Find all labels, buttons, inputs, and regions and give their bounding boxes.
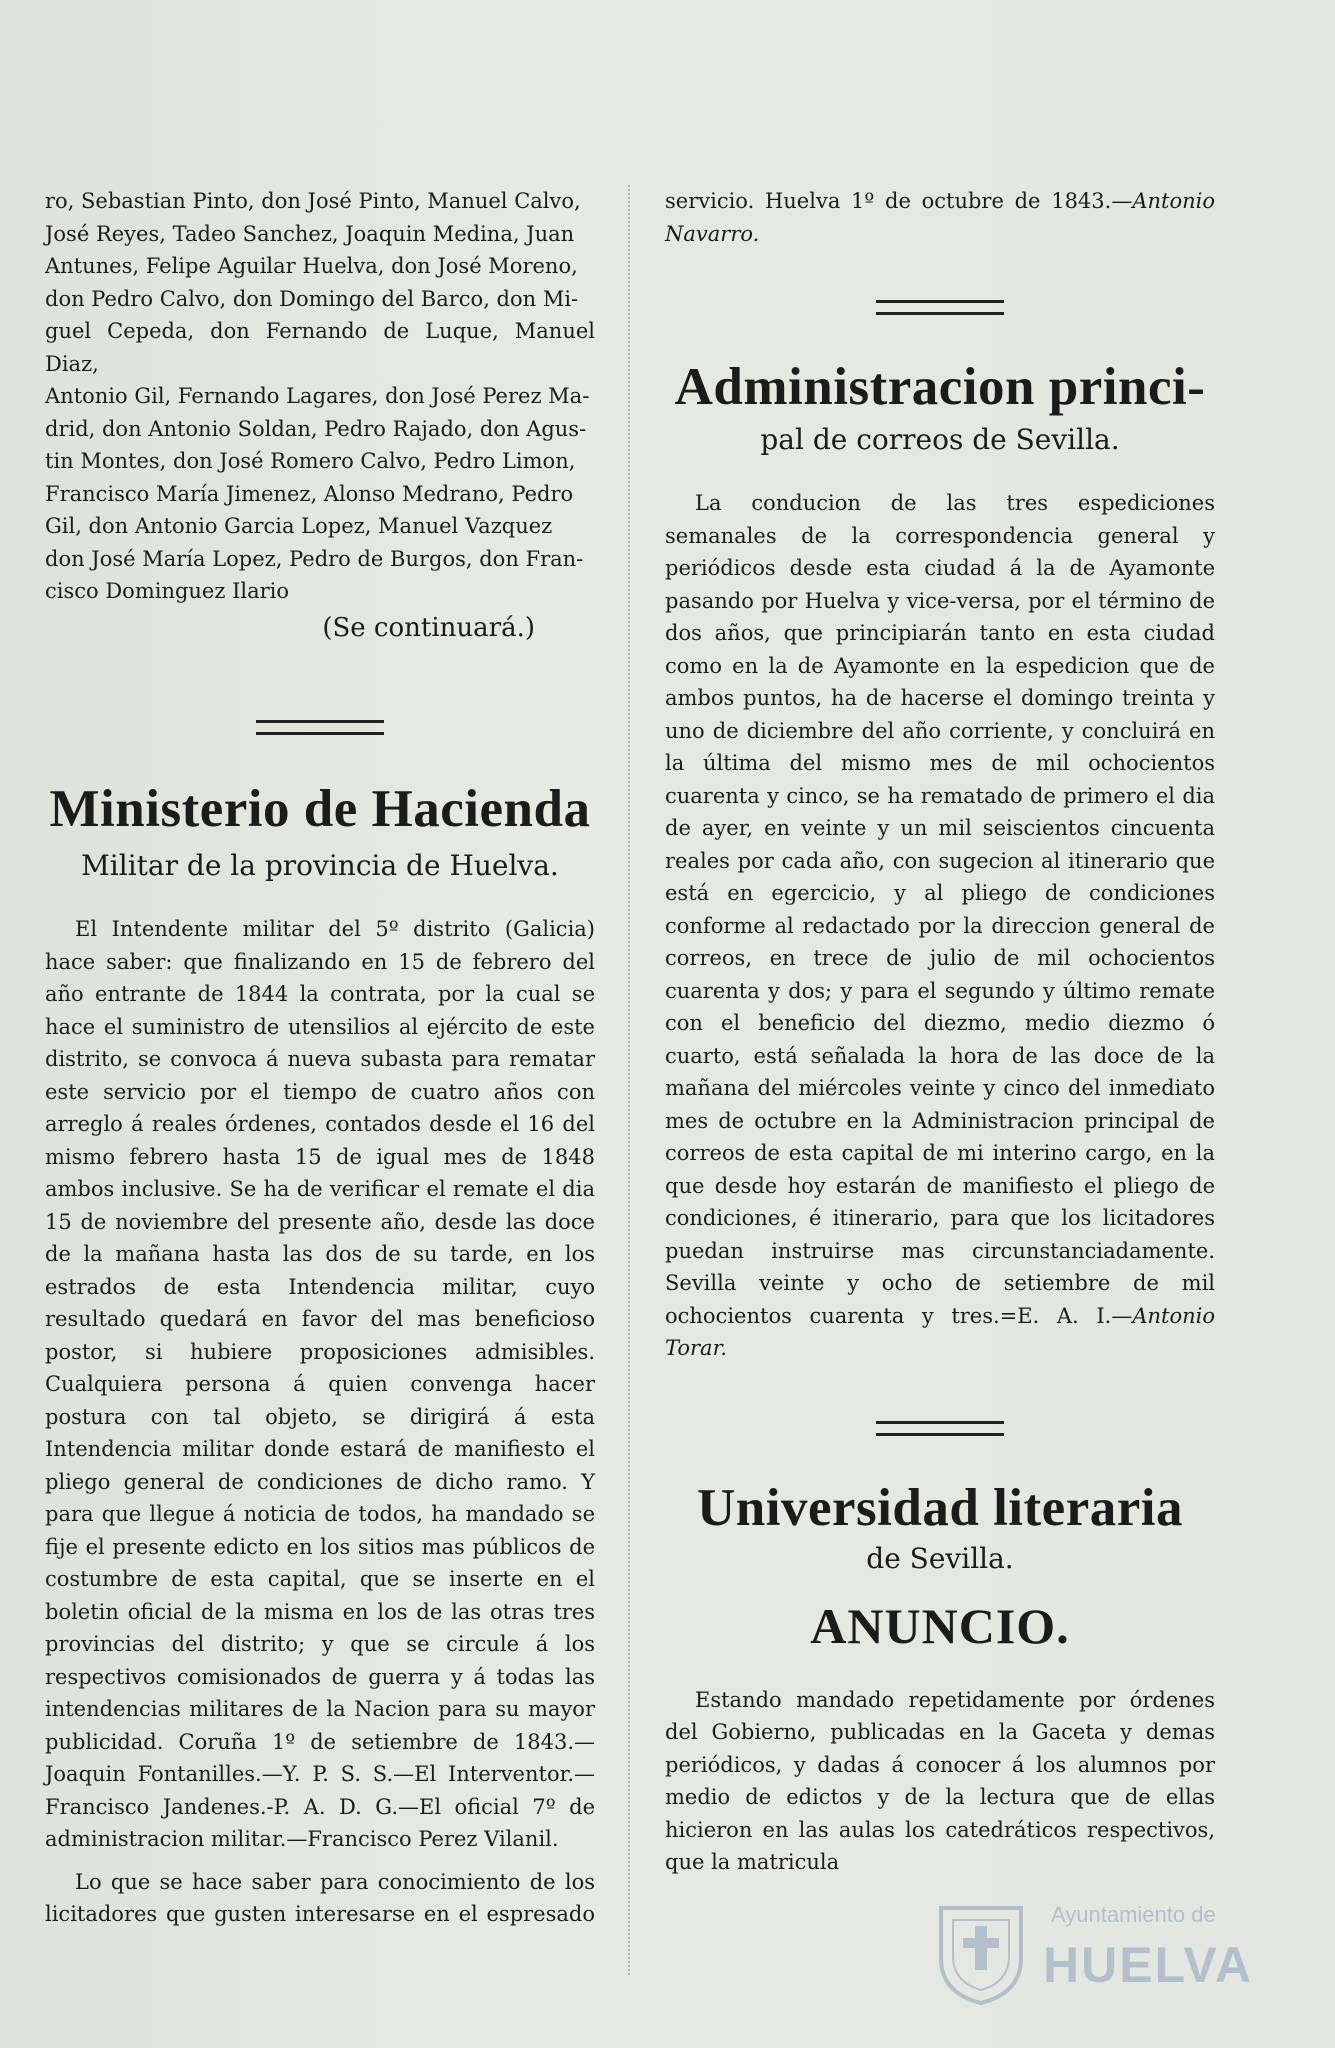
university-title: Universidad literaria (697, 1478, 1183, 1537)
se-continuara: (Se continuará.) (322, 612, 535, 643)
watermark-line1: Ayuntamiento de (1051, 1902, 1216, 1927)
anuncio-paragraph: Estando mandado repetidamente por órdenes del Gobierno, publicadas en la Gaceta y demas periódicos, y dadas á conocer á los alumnos por medio de edictos y de la lectura que de ellas hicieron en las aulas los catedráticos respectivos, que la matricula (665, 1687, 1215, 1874)
name-list (45, 185, 595, 608)
column-separator (628, 185, 630, 1975)
section-divider (876, 1421, 1004, 1436)
continuation-signature: —Antonio Navarro. (665, 189, 1215, 246)
section-subtitle: Militar de la provincia de Huelva. (81, 849, 559, 882)
watermark-line2: HUELVA (1043, 1937, 1254, 1993)
text-line: tin Montes, don José Romero Calvo, Pedro Limon, (45, 449, 576, 473)
text-line: Francisco María Jimenez, Alonso Medrano, Pedro (45, 481, 574, 506)
continuation-text (665, 185, 1215, 250)
closing-paragraph: Lo que se hace saber para conocimiento de los licitadores que gusten interesarse en el espresado (45, 1869, 595, 1926)
left-column (45, 185, 595, 1931)
seal-icon (931, 1898, 1031, 2008)
watermark (931, 1892, 1254, 2012)
body-paragraph: El Intendente militar del 5º distrito (Galicia) hace saber: que finalizando en 15 de febrero del año entrante de 1844 la contrata, por la cual se hace el suministro de utensilios al ejército de este distrito, se convoca á nueva subasta para rematar este servicio por el tiempo de cuatro años con arreglo á reales órdenes, contados desde el 16 del mismo febrero hasta 15 de igual mes de 1848 ambos inclusive. Se ha de verificar el remate el dia 15 de noviembre del presente año, desde las doce de la mañana hasta las dos de su tarde, en los estrados de esta Intendencia militar, cuyo resultado quedará en favor del mas beneficioso postor, si hubiere proposiciones admisibles. Cualquiera persona á quien convenga hacer postura con tal objeto, se dirigirá á esta Intendencia militar donde estará de manifiesto el pliego general de condiciones de dicho ramo. Y para que llegue á noticia de todos, ha mandado se fije el presente edicto en los sitios mas públicos de costumbre de esta capital, que se inserte en el boletin oficial de la misma en los de las otras tres provincias del distrito; y que se circule á los respectivos comisionados de guerra y á todas las intendencias militares de la Nacion para su mayor publicidad. Coruña 1º de setiembre de 1843.—Joaquin Fontanilles.—Y. P. S. S.—El Interventor.—Francisco Jandenes.-P. A. D. G.—El oficial 7º de administracion militar.—Francisco Perez Vilanil. (45, 917, 595, 1851)
text-line: guel Cepeda, don Fernando de Luque, Manuel Diaz, (45, 319, 595, 376)
text-line: Gil, don Antonio Garcia Lopez, Manuel Vazquez (45, 514, 553, 538)
section-subtitle: pal de correos de Sevilla. (760, 423, 1120, 456)
section-title: Administracion princi- (674, 358, 1206, 416)
text-line: Antunes, Felipe Aguilar Huelva, don José Moreno, (45, 254, 578, 278)
text-line: cisco Dominguez Ilario (45, 579, 290, 603)
text-line: ro, Sebastian Pinto, don José Pinto, Manuel Calvo, (45, 189, 581, 213)
text-line: drid, don Antonio Soldan, Pedro Rajado, don Agus- (45, 416, 587, 441)
body-signature: —Antonio Torar. (665, 1303, 1215, 1360)
university-subtitle: de Sevilla. (866, 1541, 1014, 1575)
text-line: don Pedro Calvo, don Domingo del Barco, don Mi- (45, 286, 579, 311)
text-line: José Reyes, Tadeo Sanchez, Joaquin Medina, Juan (45, 221, 575, 246)
section-title: Ministerio de Hacienda (49, 780, 591, 838)
anuncio-heading: ANUNCIO. (810, 1597, 1070, 1654)
right-column (665, 185, 1215, 1879)
body-paragraph (665, 487, 1215, 1365)
continuation-body: servicio. Huelva 1º de octubre de 1843. (665, 189, 1112, 213)
text-line: don José María Lopez, Pedro de Burgos, don Fran- (45, 546, 584, 571)
body-text: La conducion de las tres espediciones semanales de la correspondencia general y periódicos desde esta ciudad á la de Ayamonte pasando por Huelva y vice-versa, por el término de dos años, que principiarán tanto en esta ciudad como en la de Ayamonte en la espedicion que de ambos puntos, ha de hacerse el domingo treinta y uno de diciembre del año corriente, y concluirá en la última del mismo mes de mil ochocientos cuarenta y cinco, se ha rematado de primero el dia de ayer, en veinte y un mil seiscientos cincuenta reales por cada año, con sugecion al itinerario que está en egercicio, y al pliego de condiciones conforme al redactado por la direccion general de correos, en trece de julio de mil ochocientos cuarenta y dos; y para el segundo y último remate con el beneficio del diezmo, medio diezmo ó cuarto, está señalada la hora de las doce de la mañana del miércoles veinte y cinco del inmediato mes de octubre en la Administracion principal de correos de esta capital de mi interino cargo, en la que desde hoy estarán de manifiesto el pliego de condiciones, é itinerario, para que los licitadores puedan instruirse mas circunstanciadamente. Sevilla veinte y ocho de setiembre de mil ochocientos cuarenta y tres.=E. A. I. (665, 491, 1215, 1328)
section-divider (256, 720, 384, 735)
section-divider (876, 300, 1004, 315)
text-line: Antonio Gil, Fernando Lagares, don José Perez Ma- (45, 384, 590, 408)
